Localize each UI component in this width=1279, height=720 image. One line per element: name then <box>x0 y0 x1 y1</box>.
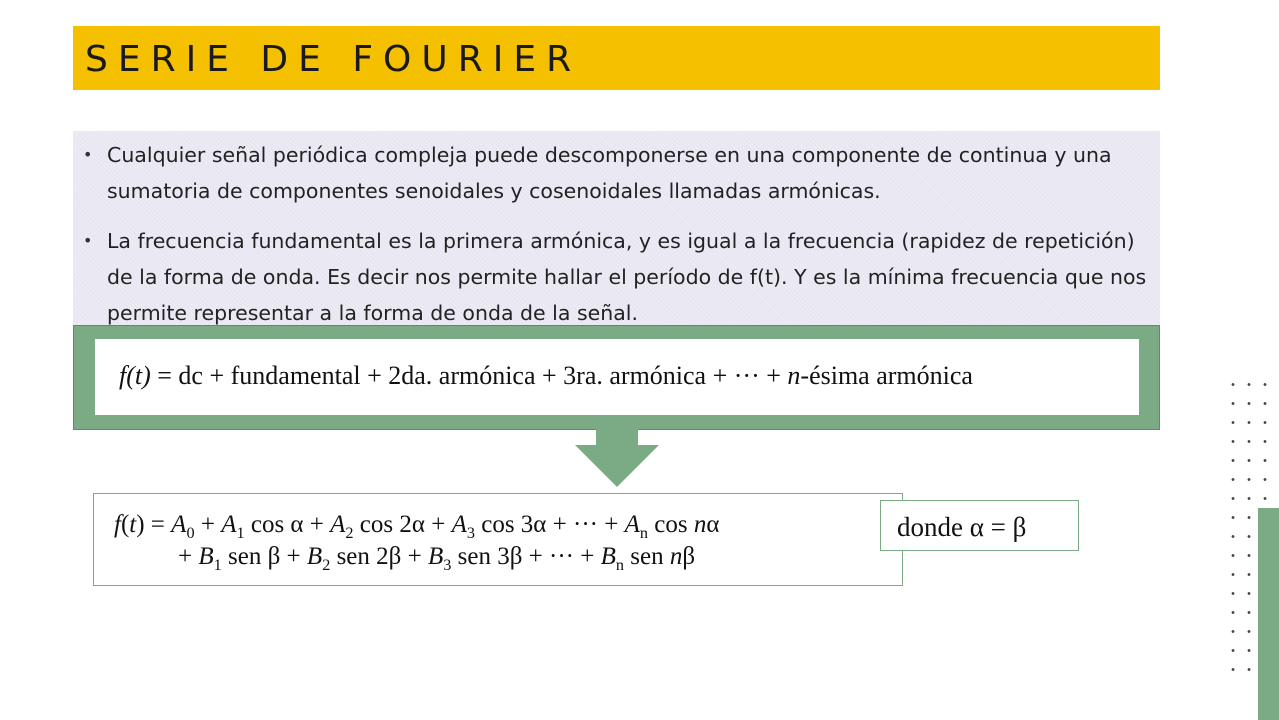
bullet-text: La frecuencia fundamental es la primera armónica, y es igual a la frecuencia (rapidez de repetición) de la forma de onda. Es decir nos permite hallar el período de f(t). Y es la mínima frecuencia que nos permite representar a la forma de onda de la señal. <box>107 229 1147 325</box>
formula-func: f(t) <box>119 361 151 390</box>
bullet-box <box>73 131 1160 331</box>
formula-part: -ésima armónica <box>800 361 973 390</box>
bullet-text: Cualquier señal periódica compleja puede descomponerse en una componente de continua y una sumatoria de componentes senoidales y cosenoidales llamadas armónicas. <box>107 143 1112 203</box>
general-formula <box>119 359 973 393</box>
formula-frame <box>73 325 1160 430</box>
bullet-item <box>83 223 1153 331</box>
bullet-item <box>83 137 1153 209</box>
bullet-marker: • <box>83 231 93 250</box>
down-arrow-icon <box>575 429 659 487</box>
decorative-side-bar <box>1258 508 1279 720</box>
formula-part: = dc + fundamental + 2da. armónica + 3ra. armónica + ··· + <box>150 361 788 390</box>
formula-part-n: n <box>787 361 801 390</box>
fourier-series-box <box>93 493 903 586</box>
bullet-marker: • <box>83 145 93 164</box>
donde-box <box>880 500 1079 551</box>
formula-inner <box>95 339 1139 415</box>
fourier-series-line-1: $f(t) = A_0 + A_1$ $\cos \alpha + A_2$ $\cos 2\alpha + A_3$ cos 3α + ··· + $A_n$ cos nα <box>114 511 720 542</box>
donde-text: donde α = β <box>897 512 1027 542</box>
fourier-series-line-2: + $B_1$ sen $\beta + B_2$ sen $2\beta + B_3$ sen 3β + ··· + $B_n$ sen nβ <box>178 543 696 574</box>
title-bar <box>73 26 1160 90</box>
slide-title: SERIE DE FOURIER <box>85 39 582 80</box>
